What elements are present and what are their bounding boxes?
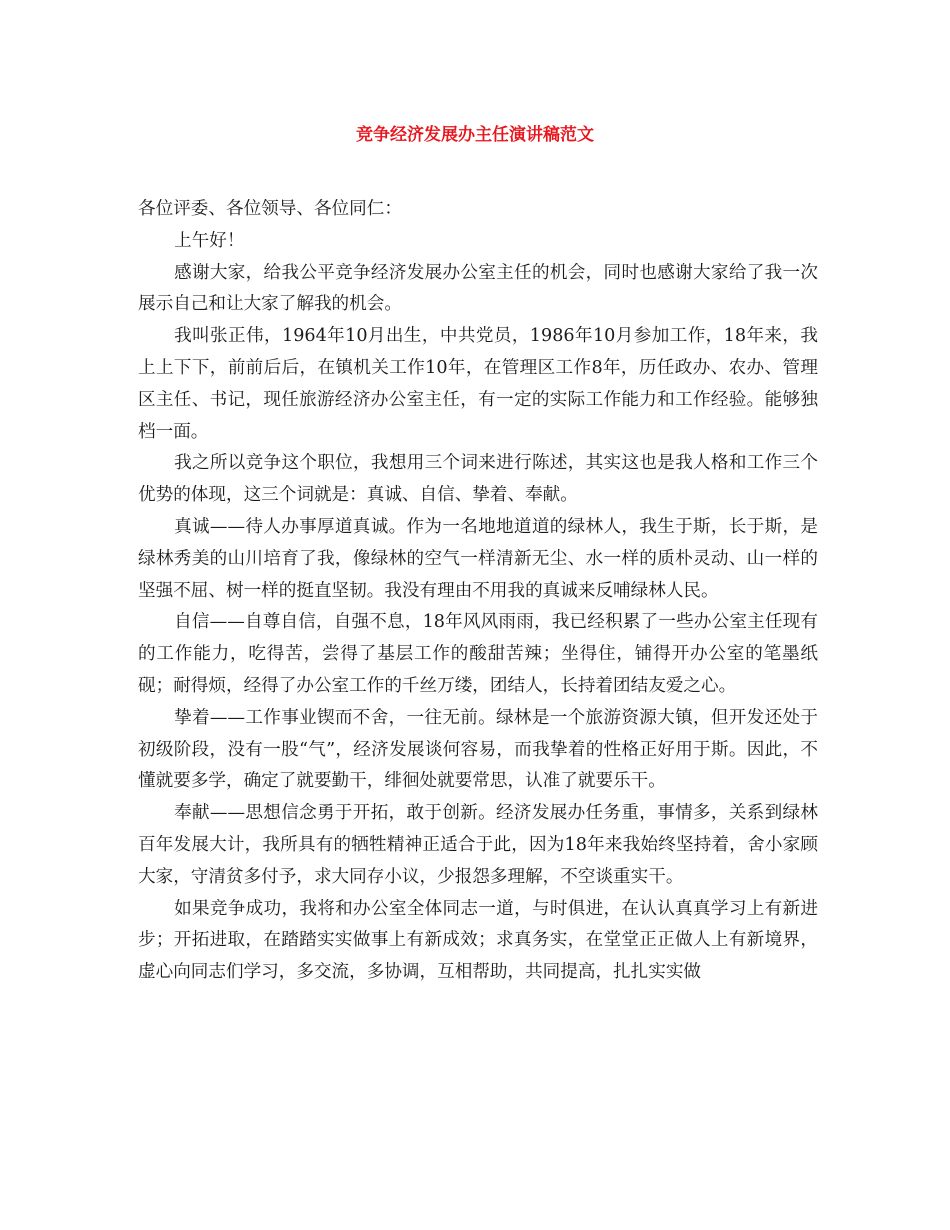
paragraph-persistence: 挚着——工作事业锲而不舍，一往无前。绿林是一个旅游资源大镇，但开发还处于初级阶段，没有一股“气”，经济发展谈何容易，而我挚着的性格正好用于斯。因此，不懂就要多学，确定了就要勤干，绯徊处就要常思，认准了就要乐干。 [138,707,818,792]
paragraph-commitment: 如果竞争成功，我将和办公室全体同志一道，与时俱进，在认认真真学习上有新进步；开拓进取，在踏踏实实做事上有新成效；求真务实，在堂堂正正做人上有新境界，虚心向同志们学习，多交流，多协调，互相帮助，共同提高，扎扎实实做 [138,898,818,983]
paragraph-sincerity: 真诚——待人办事厚道真诚。作为一名地地道道的绿林人，我生于斯，长于斯，是绿林秀美的山川培育了我，像绿林的空气一样清新无尘、水一样的质朴灵动、山一样的坚强不屈、树一样的挺直坚韧。我没有理由不用我的真诚来反哺绿林人民。 [138,516,818,601]
paragraph-greeting: 上午好！ [174,230,245,251]
document-title: 竞争经济发展办主任演讲稿范文 [356,125,594,145]
paragraph-confidence: 自信——自尊自信，自强不息，18年风风雨雨，我已经积累了一些办公室主任现有的工作能力，吃得苦，尝得了基层工作的酸甜苦辣；坐得住，铺得开办公室的笔墨纸砚；耐得烦，经得了办公室工作的千丝万缕，团结人，长持着团结友爱之心。 [138,612,818,696]
document-body [138,194,818,989]
paragraph-dedication: 奉献——思想信念勇于开拓，敢于创新。经济发展办任务重，事情多，关系到绿林百年发展大计，我所具有的牺牲精神正适合于此，因为18年来我始终坚持着，舍小家顾大家，守清贫多付予，求大同存小议，少报怨多理解，不空谈重实干。 [138,803,818,887]
paragraph-three-words: 我之所以竞争这个职位，我想用三个词来进行陈述，其实这也是我人格和工作三个优势的体现，这三个词就是：真诚、自信、挚着、奉献。 [138,453,818,506]
paragraph-self-introduction: 我叫张正伟，1964年10月出生，中共党员，1986年10月参加工作，18年来，我上上下下，前前后后，在镇机关工作10年，在管理区工作8年，历任政办、农办、管理区主任、书记，现任旅游经济办公室主任，有一定的实际工作能力和工作经验。能够独档一面。 [138,326,818,442]
salutation: 各位评委、各位领导、各位同仁： [138,199,402,219]
paragraph-thanks: 感谢大家，给我公平竞争经济发展办公室主任的机会，同时也感谢大家给了我一次展示自己和让大家了解我的机会。 [138,262,818,315]
